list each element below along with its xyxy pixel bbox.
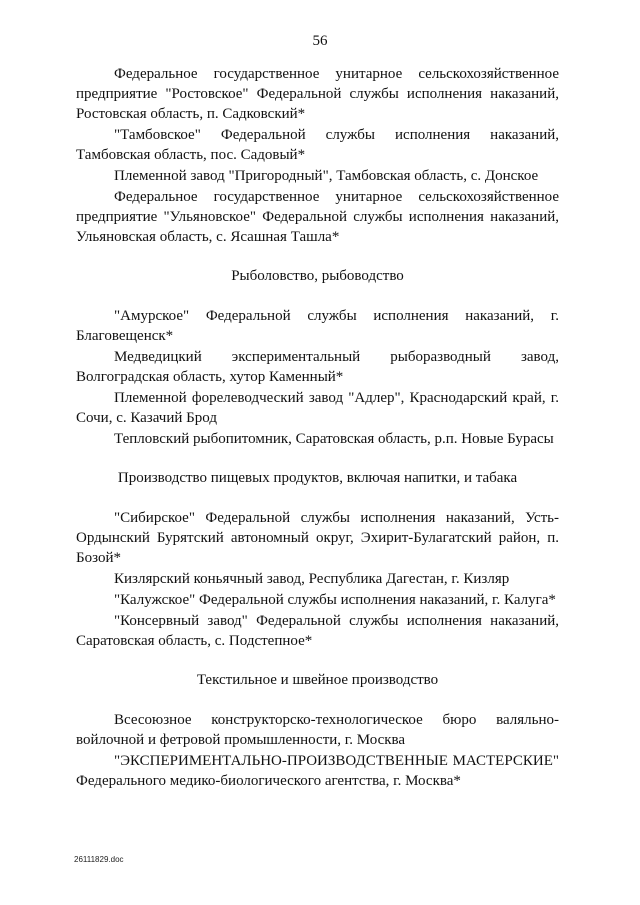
section-heading-textile: Текстильное и швейное производство	[196, 672, 439, 688]
section-heading-fishing: Рыболовство, рыбоводство	[231, 268, 404, 284]
list-item: Медведицкий экспериментальный рыборазводный завод, Волгоградская область, хутор Каменный*	[76, 349, 559, 385]
section-heading-food: Производство пищевых продуктов, включая напитки, и табака	[117, 470, 518, 486]
list-item: "Амурское" Федеральной службы исполнения наказаний, г. Благовещенск*	[76, 308, 559, 344]
list-item: "ЭКСПЕРИМЕНТАЛЬНО-ПРОИЗВОДСТВЕННЫЕ МАСТЕРСКИЕ" Федерального медико-биологического агентства, г. Москва*	[76, 753, 559, 789]
footer-doc-id: 26111829.doc	[74, 855, 124, 864]
list-item: Племенной форелеводческий завод "Адлер", Краснодарский край, г. Сочи, с. Казачий Брод	[76, 390, 559, 426]
list-item: Кизлярский коньячный завод, Республика Дагестан, г. Кизляр	[114, 571, 510, 587]
document-body	[76, 64, 559, 792]
list-item: Федеральное государственное унитарное сельскохозяйственное предприятие "Ростовское" Федеральной службы исполнения наказаний, Ростовская область, п. Садковский*	[76, 66, 559, 122]
list-item: "Тамбовское" Федеральной службы исполнения наказаний, Тамбовская область, пос. Садовый*	[76, 127, 559, 163]
list-item: Всесоюзное конструкторско-технологическое бюро валяльно-войлочной и фетровой промышленности, г. Москва	[76, 712, 559, 748]
list-item: Племенной завод "Пригородный", Тамбовская область, с. Донское	[114, 168, 539, 184]
list-item: "Калужское" Федеральной службы исполнения наказаний, г. Калуга*	[114, 592, 556, 608]
list-item: Федеральное государственное унитарное сельскохозяйственное предприятие "Ульяновское" Федеральной службы исполнения наказаний, Ульяновская область, с. Ясашная Ташла*	[76, 189, 559, 245]
page-number: 56	[312, 33, 328, 49]
list-item: "Сибирское" Федеральной службы исполнения наказаний, Усть-Ордынский Бурятский автономный округ, Эхирит-Булагатский район, п. Бозой*	[76, 510, 559, 566]
list-item: Тепловский рыбопитомник, Саратовская область, р.п. Новые Бурасы	[114, 431, 554, 447]
list-item: "Консервный завод" Федеральной службы исполнения наказаний, Саратовская область, с. Подстепное*	[76, 613, 559, 649]
